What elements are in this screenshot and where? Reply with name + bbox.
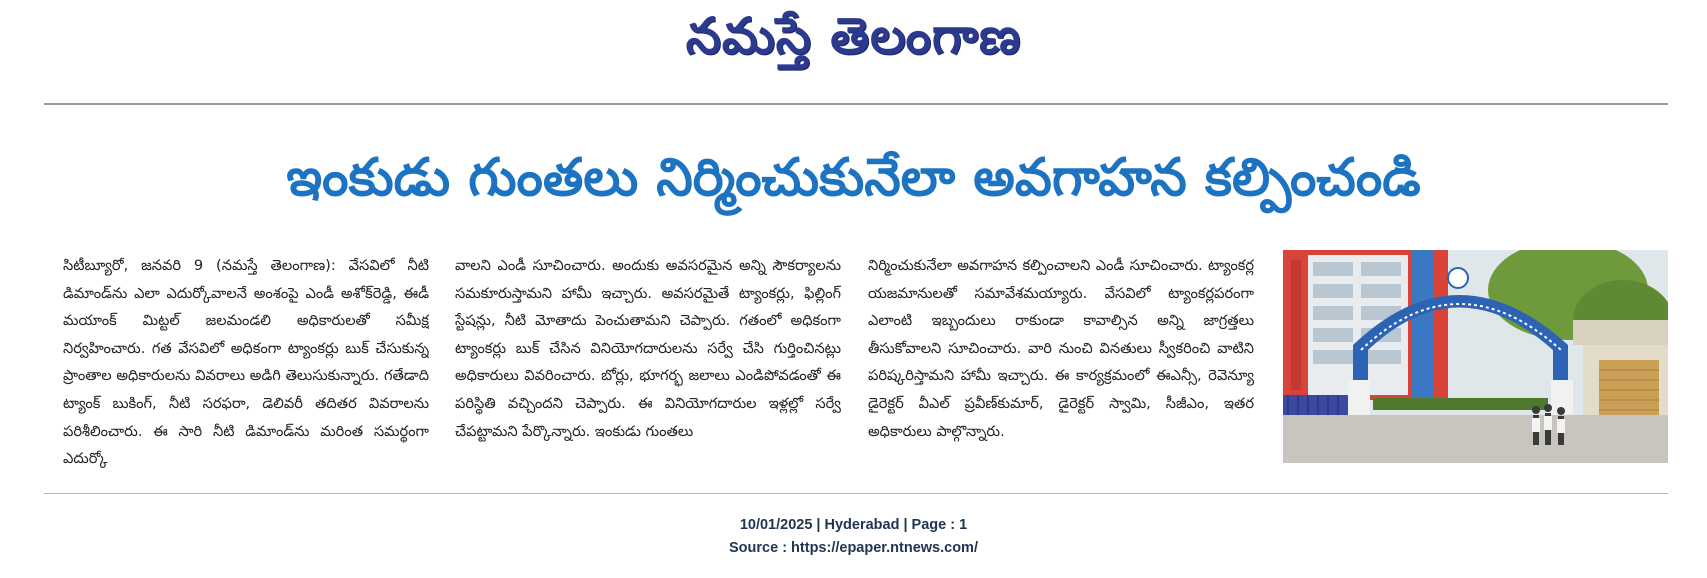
masthead-title: నమస్తే తెలంగాణ	[685, 6, 1022, 65]
column-1-text: సిటీబ్యూరో, జనవరి 9 (నమస్తే తెలంగాణ): వేసవిలో నీటి డిమాండ్‌ను ఎలా ఎదుర్కోవాలనే అంశంపై ఎండీ అశోక్‌రెడ్డి, ఈడీ మయాంక్ మిట్టల్ జలమండలి అధికారులతో సమీక్ష నిర్వహించారు. గత వేసవిలో అధికంగా ట్యాంకర్లు బుక్ చేసుకున్న ప్రాంతాల అధికారులను వివరాలు అడిగి తెలుసుకున్నారు. గతేడాది ట్యాంక్ బుకింగ్, నీటి సరఫరా, డెలివరీ తదితర వివరాలను పరిశీలించారు. ఈ సారి నీటి డిమాండ్‌ను మరింత సమర్థంగా ఎదుర్కో	[63, 257, 429, 468]
column-2-text: వాలని ఎండీ సూచించారు. అందుకు అవసరమైన అన్ని సౌకర్యాలను సమకూరుస్తామని హామీ ఇచ్చారు. అవసరమైతే ట్యాంకర్లు, ఫిల్లింగ్ స్టేషన్లు, నీటి మోతాదు పెంచుతామని చెప్పారు. గతంలో అధికంగా ట్యాంకర్లు బుక్ చేసిన వినియోగదారులను సర్వే చేసి గుర్తించినట్లు అధికారులు వివరించారు. బోర్లు, భూగర్భ జలాలు ఎండిపోవడంతో ఈ పరిస్థితి వచ్చిందని చెప్పారు. ఈ వినియోగదారుల ఇళ్లల్లో సర్వే చేపట్టామని పేర్కొన్నారు. ఇంకుడు గుంతలు	[455, 257, 841, 440]
article-headline	[0, 148, 1707, 221]
article-column-1	[63, 252, 429, 477]
article-column-2	[455, 252, 841, 477]
column-3-text: నిర్మించుకునేలా అవగాహన కల్పించాలని ఎండీ సూచించారు. ట్యాంకర్ల యజమానులతో సమావేశమయ్యారు. వేసవిలో ట్యాంకర్లపరంగా ఎలాంటి ఇబ్బందులు రాకుండా కావాల్సిన అన్ని జాగ్రత్తలు తీసుకోవాలని సూచించారు. వారి నుంచి వినతులు స్వీకరించి వాటిని పరిష్కరిస్తామని హామీ ఇచ్చారు. ఈ కార్యక్రమంలో ఈఎన్సీ, రెవెన్యూ డైరెక్టర్ వీఎల్ ప్రవీణ్‌కుమార్, డైరెక్టర్ స్వామి, సీజీఎం, ఇతర అధికారులు పాల్గొన్నారు.	[868, 257, 1254, 440]
footer-date-line: 10/01/2025 | Hyderabad | Page : 1	[739, 517, 968, 533]
footer-source-line: Source : https://epaper.ntnews.com/	[729, 540, 978, 556]
article-photo	[1283, 250, 1668, 463]
article-column-3	[868, 252, 1254, 477]
newspaper-masthead	[0, 6, 1707, 78]
headline-text: ఇంకుడు గుంతలు నిర్మించుకునేలా అవగాహన కల్పించండి	[286, 148, 1421, 208]
water-board-office-photo	[1283, 250, 1668, 463]
bottom-divider	[44, 493, 1668, 494]
top-divider	[44, 103, 1668, 105]
